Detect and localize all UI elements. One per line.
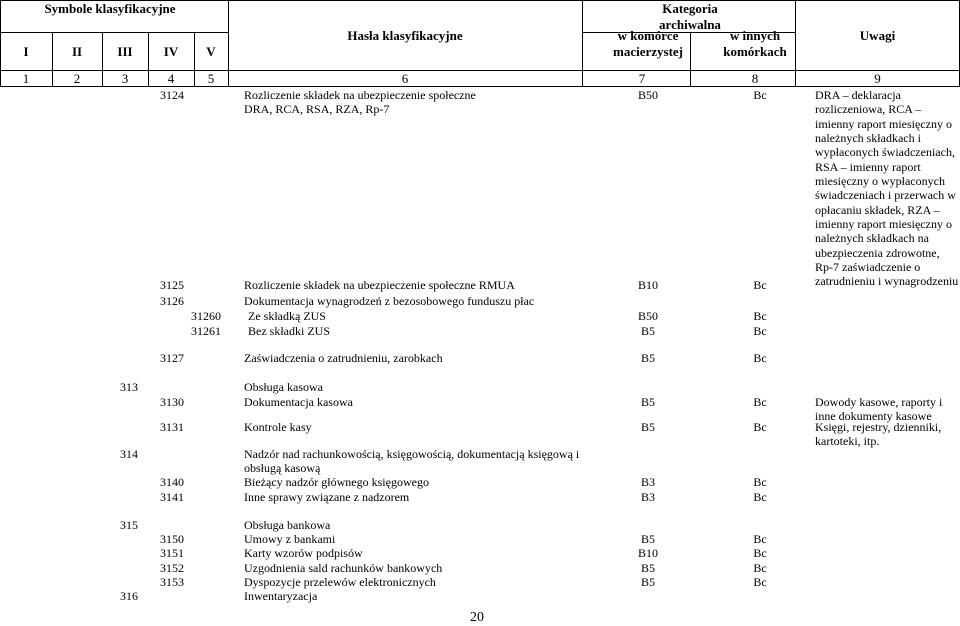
row-title: Obsługa kasowa <box>244 380 323 394</box>
row-code: 3140 <box>160 475 184 489</box>
col-number: 9 <box>874 71 881 86</box>
row-category-other: Bc <box>753 532 767 546</box>
row-category-home: B5 <box>640 324 655 338</box>
row-title: Dokumentacja kasowa <box>244 395 353 409</box>
row-category-other: Bc <box>753 395 767 409</box>
row-category-other: Bc <box>753 575 767 589</box>
row-title: Dyspozycje przelewów elektronicznych <box>244 575 436 589</box>
row-title: Obsługa bankowa <box>244 518 331 532</box>
row-category-home: B5 <box>640 395 655 409</box>
level-iv: IV <box>163 44 179 59</box>
row-note: Księgi, rejestry, dzienniki, kartoteki, itp. <box>815 420 942 449</box>
row-title: obsługą kasową <box>244 461 321 475</box>
row-code: 3124 <box>160 88 184 102</box>
row-code: 314 <box>120 447 138 461</box>
row-title: Inne sprawy związane z nadzorem <box>244 490 410 504</box>
row-code: 3131 <box>160 420 184 434</box>
table-header <box>0 0 960 87</box>
col-number: 5 <box>207 71 215 86</box>
col-number: 2 <box>73 71 81 86</box>
row-category-other: Bc <box>753 324 767 338</box>
notes-title: Uwagi <box>859 28 896 43</box>
row-title: Bieżący nadzór głównego księgowego <box>244 475 429 489</box>
row-category-other: Bc <box>753 546 767 560</box>
row-category-home: B5 <box>640 561 655 575</box>
row-title: Ze składką ZUS <box>248 309 326 323</box>
row-category-home: B50 <box>637 309 658 323</box>
level-i: I <box>23 44 29 59</box>
col-number: 1 <box>22 71 30 86</box>
row-title: Uzgodnienia sald rachunków bankowych <box>244 561 443 575</box>
row-code: 3151 <box>160 546 184 560</box>
row-code: 31261 <box>191 324 221 338</box>
row-code: 3141 <box>160 490 184 504</box>
symbols-title: Symbole klasyfikacyjne <box>44 1 176 16</box>
category-other: w innych komórkach <box>723 28 787 59</box>
row-category-other: Bc <box>753 278 767 292</box>
row-category-other: Bc <box>753 309 767 323</box>
row-category-home: B3 <box>640 490 655 504</box>
category-home: w komórce macierzystej <box>612 28 683 59</box>
row-code: 31260 <box>191 309 221 323</box>
row-title: Karty wzorów podpisów <box>244 546 363 560</box>
row-code: 313 <box>120 380 138 394</box>
row-category-home: B10 <box>637 278 658 292</box>
row-code: 3130 <box>160 395 184 409</box>
row-title: DRA, RCA, RSA, RZA, Rp-7 <box>244 102 390 116</box>
row-title: Kontrole kasy <box>244 420 312 434</box>
row-category-other: Bc <box>753 88 767 102</box>
row-category-other: Bc <box>753 561 767 575</box>
row-code: 315 <box>120 518 138 532</box>
row-note: Dowody kasowe, raporty i inne dokumenty kasowe <box>815 395 943 424</box>
row-title: Inwentaryzacja <box>244 589 318 603</box>
row-title: Bez składki ZUS <box>248 324 330 338</box>
row-code: 3150 <box>160 532 184 546</box>
row-category-home: B5 <box>640 351 655 365</box>
row-title: Umowy z bankami <box>244 532 336 546</box>
row-category-home: B50 <box>637 88 658 102</box>
row-category-home: B5 <box>640 420 655 434</box>
col-number: 3 <box>121 71 129 86</box>
row-code: 3125 <box>160 278 184 292</box>
level-ii: II <box>71 44 83 59</box>
row-category-home: B3 <box>640 475 655 489</box>
level-v: V <box>206 44 216 59</box>
category-title: Kategoria archiwalna <box>659 1 721 32</box>
page-number: 20 <box>470 610 484 625</box>
row-code: 3127 <box>160 351 184 365</box>
row-category-other: Bc <box>753 351 767 365</box>
row-code: 3126 <box>160 294 184 308</box>
row-title: Rozliczenie składek na ubezpieczenie społeczne RMUA <box>244 278 515 292</box>
row-category-home: B5 <box>640 575 655 589</box>
row-title: Zaświadczenia o zatrudnieniu, zarobkach <box>244 351 443 365</box>
col-number: 8 <box>751 71 759 86</box>
row-code: 316 <box>120 589 138 603</box>
row-title: Nadzór nad rachunkowością, księgowością, dokumentacją księgową i <box>244 447 580 461</box>
entries-title: Hasła klasyfikacyjne <box>347 28 463 43</box>
row-code: 3152 <box>160 561 184 575</box>
col-number: 7 <box>638 71 646 86</box>
row-code: 3153 <box>160 575 184 589</box>
row-note: DRA – deklaracja rozliczeniowa, RCA – imienny raport miesięczny o należnych składkach i wypłaconych świadczeniach, RSA – imienny raport miesięczny o wypłaconych świadczeniach i przerwach w opłacaniu składek, RZA – imienny raport miesięczny o należnych składkach na ubezpieczenia zdrowotne, Rp-7 zaświadczenie o zatrudnieniu i wynagrodzeniu <box>815 88 959 289</box>
col-number: 4 <box>167 71 175 86</box>
level-iii: III <box>117 44 133 59</box>
row-category-home: B10 <box>637 546 658 560</box>
row-category-other: Bc <box>753 420 767 434</box>
row-category-home: B5 <box>640 532 655 546</box>
row-category-other: Bc <box>753 475 767 489</box>
row-title: Rozliczenie składek na ubezpieczenie społeczne <box>244 88 476 102</box>
col-number: 6 <box>401 71 409 86</box>
row-title: Dokumentacja wynagrodzeń z bezosobowego funduszu płac <box>244 294 535 308</box>
row-category-other: Bc <box>753 490 767 504</box>
